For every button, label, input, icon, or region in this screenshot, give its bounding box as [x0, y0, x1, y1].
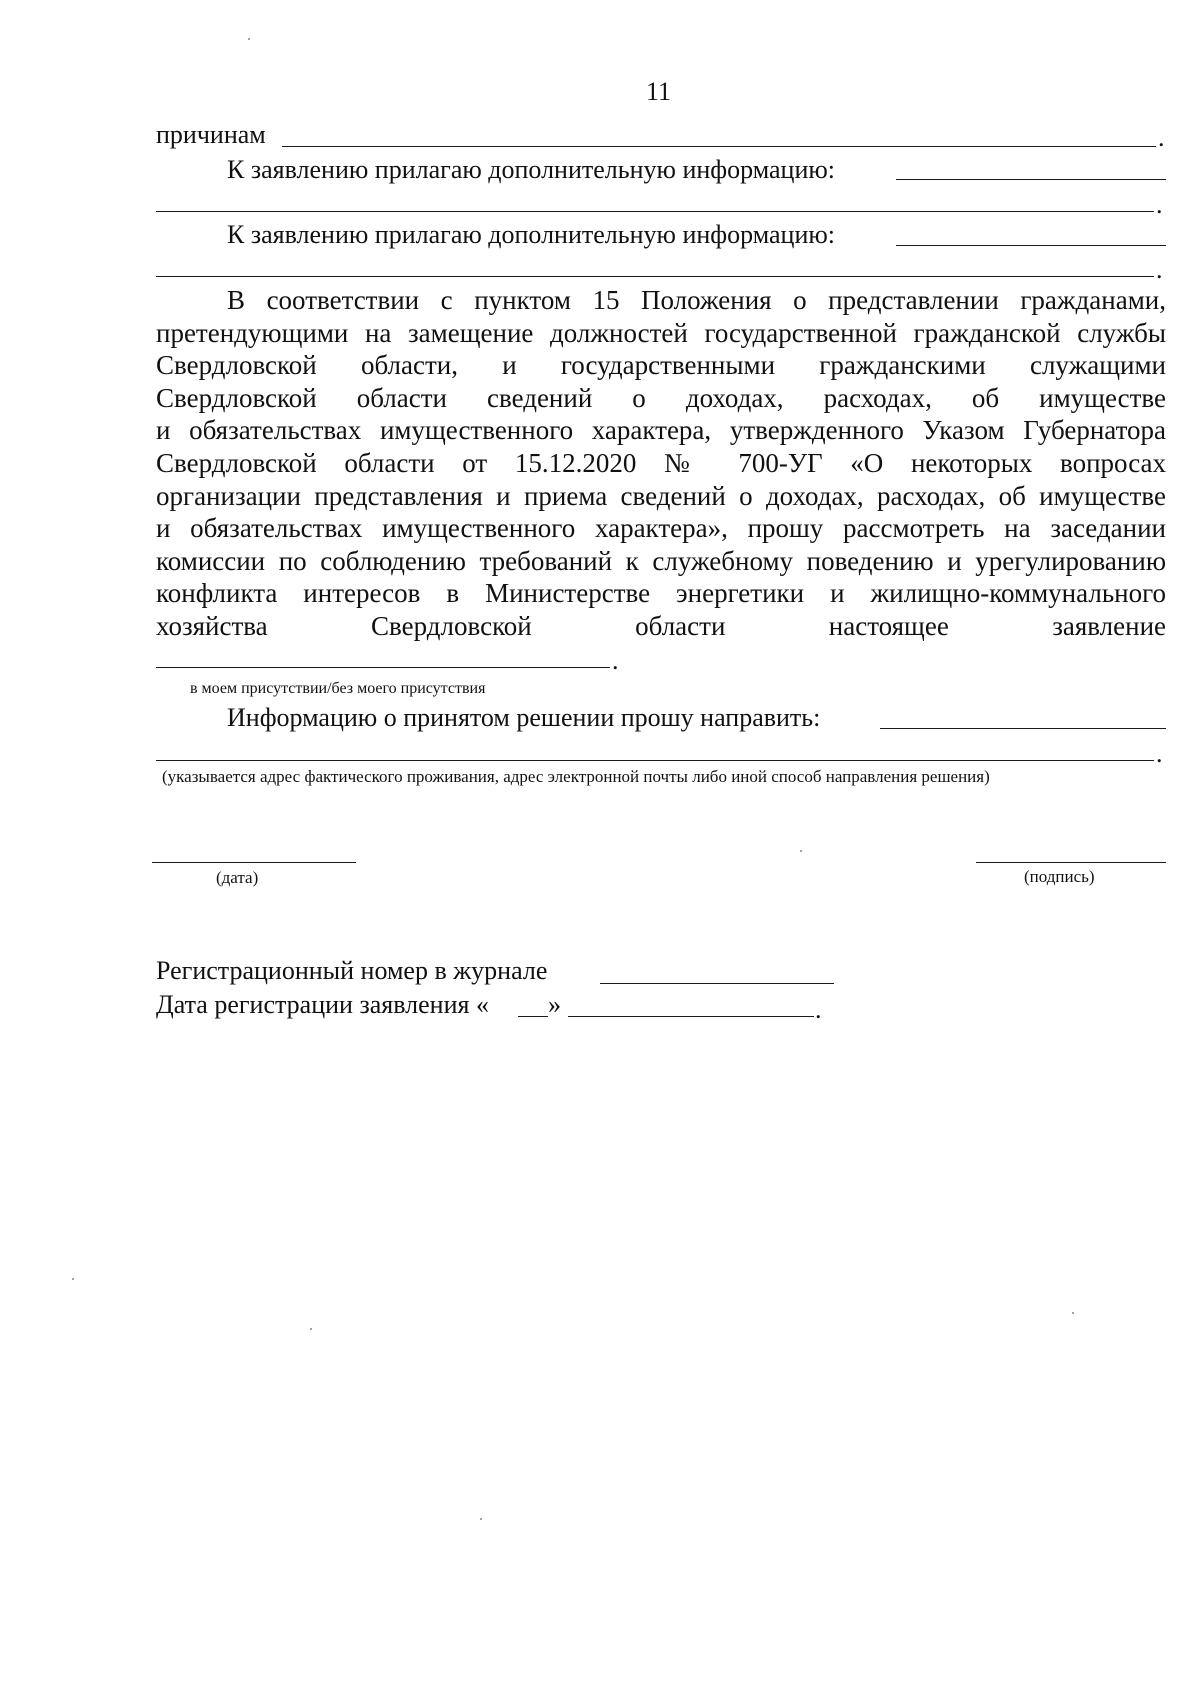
reasons-period: .: [1158, 123, 1165, 152]
info-field-line-b[interactable]: [156, 760, 1154, 761]
signature-field-line[interactable]: [976, 862, 1166, 863]
info-field-line-a[interactable]: [880, 728, 1166, 729]
address-hint: (указывается адрес фактического проживания, адрес электронной почты либо иной способ направления решения): [162, 767, 990, 786]
paragraph-line: Свердловской области от 15.12.2020 № 700-УГ «О некоторых вопросах: [156, 447, 1166, 478]
date-field-line[interactable]: [152, 862, 356, 863]
reasons-field-line[interactable]: [282, 146, 1156, 147]
presence-field-line[interactable]: [156, 667, 610, 668]
reg-number-label: Регистрационный номер в журнале: [156, 956, 548, 985]
date-caption: (дата): [216, 868, 259, 887]
reg-date-label: Дата регистрации заявления «: [156, 990, 489, 1019]
paragraph-line: претендующими на замещение должностей государственной гражданской службы: [156, 317, 1166, 348]
paragraph-line: хозяйства Свердловской области настоящее заявление: [156, 610, 1166, 641]
paragraph-line: конфликта интересов в Министерстве энергетики и жилищно-коммунального: [156, 578, 1166, 609]
paragraph-line: комиссии по соблюдению требований к служебному поведению и урегулированию: [156, 545, 1166, 576]
paragraph-line: Свердловской области сведений о доходах, расходах, об имуществе: [156, 382, 1166, 413]
scan-speck: [480, 1518, 482, 1520]
main-paragraph: [156, 284, 1166, 643]
attach-field-line-1b[interactable]: [156, 211, 1154, 212]
info-label: Информацию о принятом решении прошу направить:: [227, 703, 821, 732]
reg-day-field-line[interactable]: [518, 1016, 548, 1017]
attach-period-1: .: [1156, 190, 1163, 219]
paragraph-line: Свердловской области, и государственными гражданскими служащими: [156, 350, 1166, 381]
reg-date-period: .: [815, 995, 822, 1024]
paragraph-line: организации представления и приема сведений о доходах, расходах, об имуществе: [156, 480, 1166, 511]
paragraph-line: и обязательствах имущественного характера», прошу рассмотреть на заседании: [156, 513, 1166, 544]
scan-speck: [800, 850, 802, 852]
scan-speck: [310, 1328, 312, 1330]
attach-field-line-2b[interactable]: [156, 276, 1154, 277]
attach-period-2: .: [1156, 255, 1163, 284]
attach-label-2: К заявлению прилагаю дополнительную информацию:: [227, 220, 836, 249]
info-period: .: [1156, 739, 1163, 768]
reg-date-field-line[interactable]: [568, 1016, 814, 1017]
reg-date-close-quote: »: [548, 990, 561, 1019]
scan-speck: [1072, 1312, 1074, 1314]
attach-label-1: К заявлению прилагаю дополнительную информацию:: [227, 155, 836, 184]
scan-speck: [72, 1278, 74, 1280]
paragraph-line: В соответствии с пунктом 15 Положения о представлении гражданами,: [227, 285, 1166, 315]
attach-field-line-1a[interactable]: [896, 179, 1166, 180]
presence-period: .: [612, 646, 619, 675]
reg-number-field-line[interactable]: [600, 983, 834, 984]
attach-field-line-2a[interactable]: [896, 245, 1166, 246]
presence-hint: в моем присутствии/без моего присутствия: [190, 680, 486, 697]
scan-speck: [248, 38, 250, 40]
page-number: 11: [646, 77, 672, 106]
reasons-label: причинам: [156, 120, 266, 149]
paragraph-line: и обязательствах имущественного характера, утвержденного Указом Губернатора: [156, 415, 1166, 446]
signature-caption: (подпись): [1024, 867, 1095, 886]
